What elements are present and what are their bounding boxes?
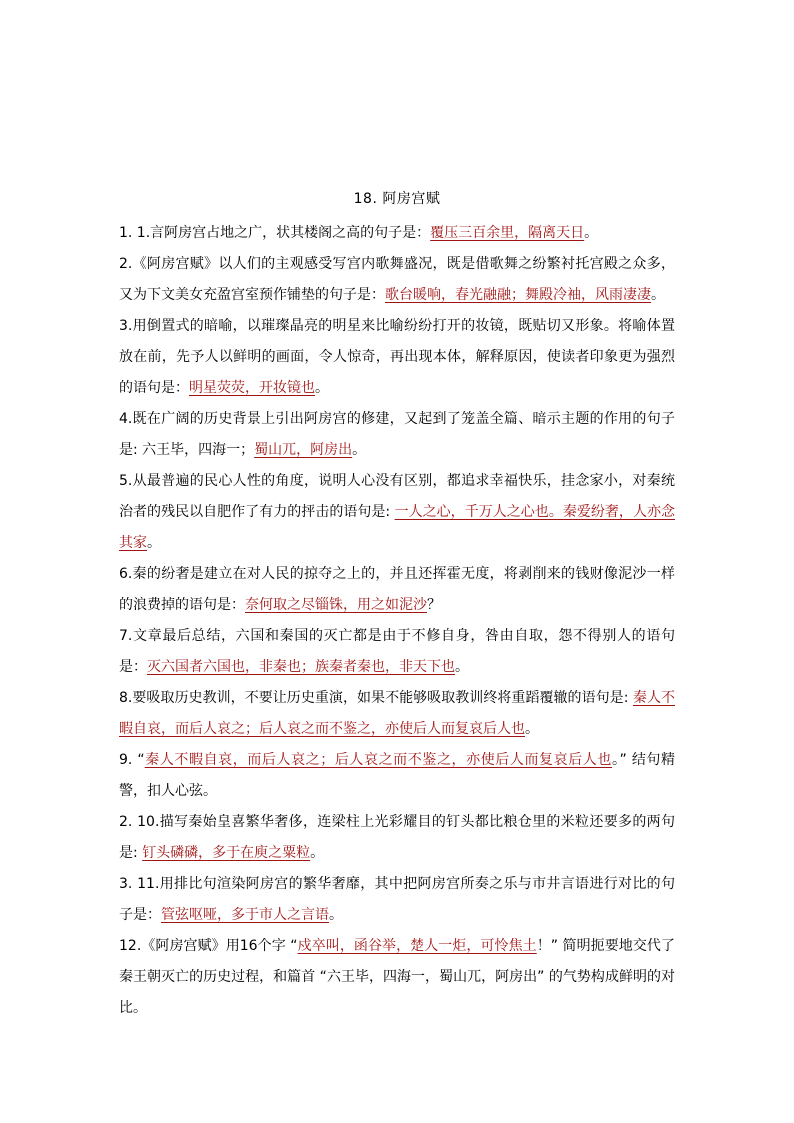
- question-text: 12.《阿房宫赋》用16个字 “: [119, 938, 298, 954]
- answer-text: 管弦呕哑，多于市人之言语: [161, 907, 329, 923]
- question-item-10: [119, 807, 675, 869]
- question-text: 2.《阿房宫赋》以人们的主观感受写宫内歌舞盛况，既是借歌舞之纷繁衬托宫殿之众多，又为下文美女充盈宫室预作铺垫的句子是：: [119, 256, 675, 303]
- question-tail: 。: [584, 225, 599, 241]
- question-tail: 。: [329, 907, 343, 923]
- question-item-1: [119, 218, 675, 249]
- answer-text: 钉头磷磷，多于在庾之粟粒: [142, 845, 311, 861]
- question-item-2: [119, 249, 675, 311]
- question-tail: ？: [427, 597, 441, 613]
- question-item-3: [119, 311, 675, 404]
- question-item-9: [119, 745, 675, 807]
- answer-text: 明星荧荧，开妆镜也: [189, 380, 315, 396]
- question-text: 3. 11.用排比句渲染阿房宫的繁华奢靡，其中把阿房宫所奏之乐与市井言语进行对比的句子是：: [119, 876, 675, 923]
- question-item-11: [119, 869, 675, 931]
- answer-text: 一人之心，千万人之心也。秦爱纷奢，人亦念其家: [119, 504, 675, 551]
- question-text: 5.从最普遍的民心人性的角度，说明人心没有区别，都追求幸福快乐，挂念家小，对秦统治者的残民以自肥作了有力的抨击的语句是:: [119, 473, 675, 520]
- answer-text: 秦人不暇自哀，而后人哀之；后人哀之而不鉴之，亦使后人而复哀后人也: [144, 752, 612, 768]
- answer-text: 秦人不暇自哀，而后人哀之；后人哀之而不鉴之，亦使后人而复哀后人也: [119, 690, 675, 737]
- answer-text: 歌台暖响，春光融融；舞殿冷袖，风雨凄凄: [385, 287, 651, 303]
- question-tail: 。: [525, 721, 539, 737]
- answer-text: 蜀山兀，阿房出: [254, 442, 353, 458]
- question-text: 3.用倒置式的暗喻，以璀璨晶亮的明星来比喻纷纷打开的妆镜，既贴切又形象。将喻体置放在前，先予人以鲜明的画面，令人惊奇，再出现本体，解释原因，使读者印象更为强烈的语句是：: [119, 318, 675, 396]
- answer-text: 戍卒叫，函谷举，楚人一炬，可怜焦土: [297, 938, 537, 954]
- question-text: 2. 10.描写秦始皇喜繁华奢侈，连梁柱上光彩耀目的钉头都比粮仓里的米粒还要多的两句是:: [119, 814, 675, 861]
- question-text: 7.文章最后总结，六国和秦国的灭亡都是由于不修自身，咎由自取，怨不得别人的语句是：: [119, 628, 675, 675]
- question-tail: 。: [147, 535, 161, 551]
- question-item-6: [119, 559, 675, 621]
- question-tail: 。” 结句精警，扣人心弦。: [119, 752, 676, 799]
- question-text: 6.秦的纷奢是建立在对人民的掠夺之上的，并且还挥霍无度，将剥削来的钱财像泥沙一样的浪费掉的语句是：: [119, 566, 675, 613]
- question-text: 1. 1.言阿房宫占地之广，状其楼阁之高的句子是：: [119, 225, 431, 241]
- question-text: 8.要吸取历史教训，不要让历史重演，如果不能够吸取教训终将重蹈覆辙的语句是:: [119, 690, 633, 706]
- answer-text: 覆压三百余里，隔离天日: [430, 225, 585, 241]
- question-tail: 。: [651, 287, 665, 303]
- question-tail: 。: [310, 845, 325, 861]
- question-item-12: [119, 931, 675, 1024]
- question-text: 9. “: [119, 752, 145, 768]
- document-title: 18. 阿房宫赋: [353, 191, 441, 207]
- question-item-5: [119, 466, 675, 559]
- question-tail: 。: [315, 380, 329, 396]
- question-item-8: [119, 683, 675, 745]
- question-text: 4.既在广阔的历史背景上引出阿房宫的修建，又起到了笼盖全篇、暗示主题的作用的句子是: 六王毕，四海一；: [119, 411, 675, 458]
- question-tail: 。: [455, 659, 469, 675]
- question-tail: ！” 简明扼要地交代了秦王朝灭亡的历史过程，和篇首 “六王毕，四海一，蜀山兀，阿房出” 的气势构成鲜明的对比。: [119, 938, 675, 1016]
- document-page: [119, 186, 675, 1024]
- answer-text: 灭六国者六国也，非秦也；族秦者秦也，非天下也: [147, 659, 455, 675]
- question-tail: 。: [352, 442, 367, 458]
- question-item-4: [119, 404, 675, 466]
- question-item-7: [119, 621, 675, 683]
- answer-text: 奈何取之尽锱铢，用之如泥沙: [245, 597, 427, 613]
